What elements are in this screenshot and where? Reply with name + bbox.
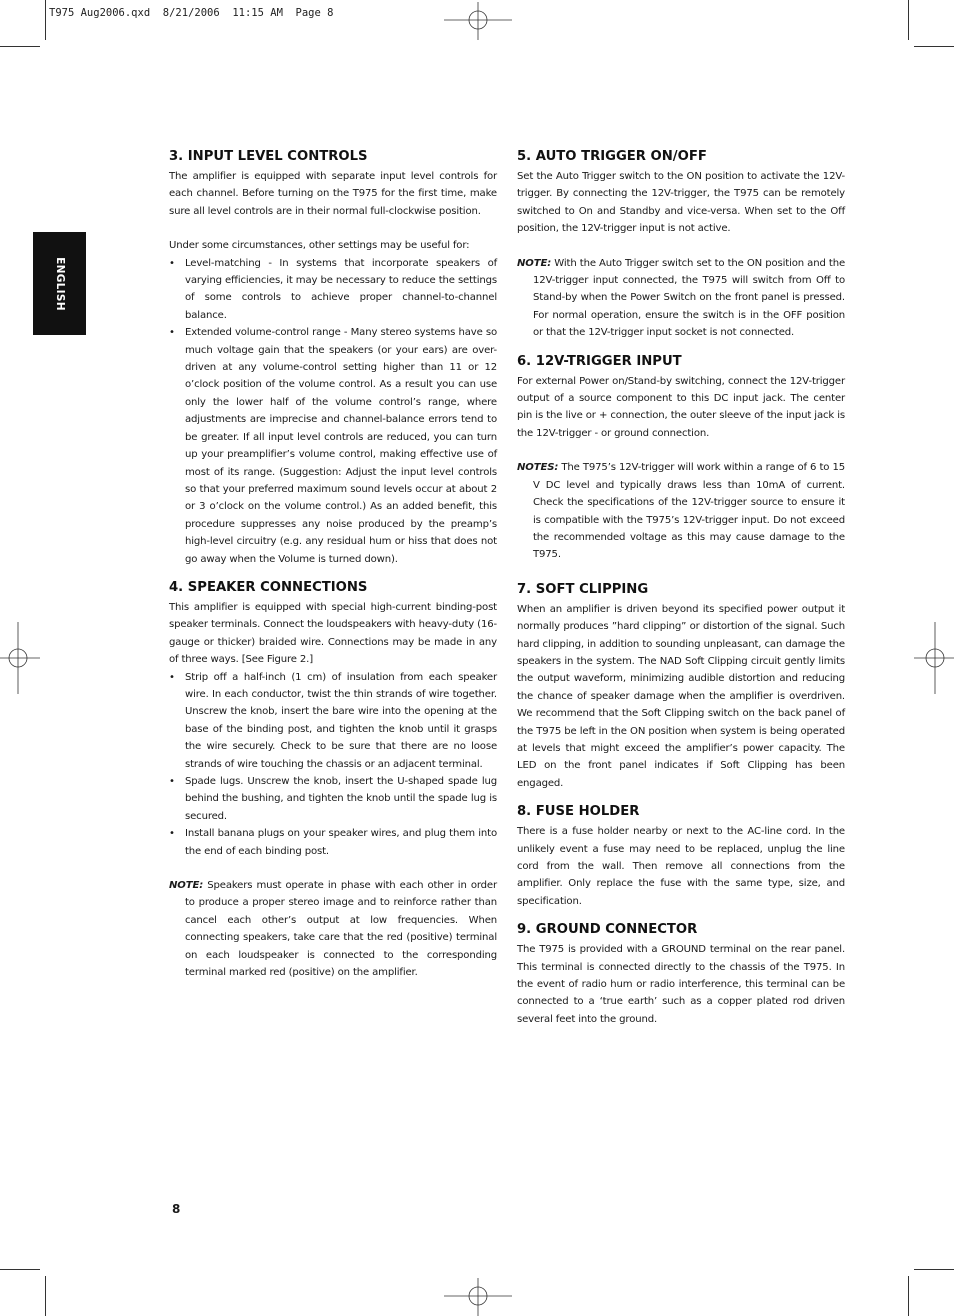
paragraph: The amplifier is equipped with separate input level controls for each channel. Before turning on the T975 for the first time, make sure all level controls are in their normal full-clockwise position. bbox=[169, 171, 497, 217]
registration-mark-top bbox=[444, 2, 512, 40]
list-item: • Spade lugs. Unscrew the knob, insert the U-shaped spade lug behind the bushing, and tighten the knob until the spade lug is secured. bbox=[169, 776, 497, 822]
list-item: • Level-matching - In systems that incorporate speakers of varying efficiencies, it may be necessary to reduce the settings of some controls to achieve proper channel-to-channel balance. bbox=[169, 257, 497, 321]
list-item: • Strip off a half-inch (1 cm) of insulation from each speaker wire. In each conductor, twist the thin strands of wire together. Unscrew the knob, insert the bare wire into the opening at the base of the binding post, and tighten the knob until it grasps the wire securely. Check to be sure that there are no loose strands of wire touching the chassis or an adjacent terminal. bbox=[169, 671, 497, 770]
crop-mark bbox=[0, 46, 40, 47]
language-tab bbox=[33, 232, 86, 335]
paragraph: This amplifier is equipped with special high-current binding-post speaker terminals. Connect the loudspeakers with heavy-duty (16-gauge or thicker) braided wire. Connections may be made in any of three ways. [See Figure 2.] bbox=[169, 601, 497, 666]
paragraph: When an amplifier is driven beyond its specified power output it normally produces ”hard clipping” or distortion of the signal. Such hard clipping, in addition to sounding unpleasant, can damage the speakers in the system. The NAD Soft Clipping circuit gently limits the output waveform, minimizing audible distortion and reducing the chance of speaker damage when the amplifier is overdriven. We recommend that the Soft Clipping switch on the back panel of the T975 be left in the ON position when system is being operated at levels that might exceed the amplifier’s power capacity. The LED on the front panel indicates if Soft Clipping has been engaged. bbox=[517, 603, 845, 789]
crop-mark bbox=[908, 1276, 909, 1316]
section-title-input-level: 3. INPUT LEVEL CONTROLS bbox=[169, 149, 368, 164]
crop-mark bbox=[45, 0, 46, 40]
crop-mark bbox=[914, 1269, 954, 1270]
crop-mark bbox=[914, 46, 954, 47]
list-item: • Install banana plugs on your speaker wires, and plug them into the end of each binding post. bbox=[169, 828, 497, 857]
registration-mark-left bbox=[0, 622, 40, 694]
section-title-ground-connector: 9. GROUND CONNECTOR bbox=[517, 922, 698, 938]
note-label: NOTE: bbox=[517, 257, 552, 269]
paragraph: Under some circumstances, other settings may be useful for: bbox=[169, 240, 470, 252]
section-title-speaker-connections: 4. SPEAKER CONNECTIONS bbox=[169, 579, 368, 595]
section-title-12v-trigger: 6. 12V-TRIGGER INPUT bbox=[517, 353, 682, 369]
bullet-list bbox=[169, 255, 497, 568]
registration-mark-right bbox=[914, 622, 954, 694]
crop-mark bbox=[0, 1269, 40, 1270]
paragraph: The T975 is provided with a GROUND terminal on the rear panel. This terminal is connected directly to the chassis of the T975. In the event of radio hum or radio interference, this terminal can be connected to a ‘true earth’ such as a copper plated rod driven several feet into the ground. bbox=[517, 944, 845, 1025]
crop-mark bbox=[908, 0, 909, 40]
section-title-soft-clipping: 7. SOFT CLIPPING bbox=[517, 581, 649, 597]
note: NOTE: With the Auto Trigger switch set to the ON position and the 12V-trigger input connected, the T975 will switch from Off to Stand-by when the Power Switch on the front panel is pressed. For normal operation, ensure the switch is in the OFF position or that the 12V-trigger input socket is not connected. bbox=[517, 257, 845, 339]
paragraph: For external Power on/Stand-by switching, connect the 12V-trigger output of a source component to this DC input jack. The center pin is the live or + connection, the outer sleeve of the input jack is the 12V-trigger - or ground connection. bbox=[517, 375, 845, 439]
page-number: 8 bbox=[172, 1202, 181, 1216]
right-column bbox=[517, 148, 845, 1028]
note: NOTE: Speakers must operate in phase with each other in order to produce a proper stereo image and to reinforce rather than cancel each other’s output at low frequencies. When connecting speakers, take care that the red (positive) terminal on each loudspeaker is connected to the corresponding terminal marked red (positive) on the amplifier. bbox=[169, 880, 497, 979]
note-label: NOTE: bbox=[169, 880, 204, 892]
note-label: NOTES: bbox=[517, 462, 559, 474]
paragraph: There is a fuse holder nearby or next to the AC-line cord. In the unlikely event a fuse may need to be replaced, unplug the line cord from the wall. Then remove all connections from the amplifier. Only replace the fuse with the same type, size, and specification. bbox=[517, 826, 845, 907]
paragraph: Set the Auto Trigger switch to the ON position to activate the 12V-trigger. By connecting the 12V-trigger, the T975 can be remotely switched to On and Standby and vice-versa. When set to the Off position, the 12V-trigger input is not active. bbox=[517, 171, 845, 235]
section-title-auto-trigger: 5. AUTO TRIGGER ON/OFF bbox=[517, 149, 707, 164]
note: NOTES: The T975’s 12V-trigger will work within a range of 6 to 15 V DC level and typically draws less than 10mA of current. Check the specifications of the 12V-trigger source to ensure it is compatible with the T975’s 12V-trigger input. Do not exceed the recommended voltage as this may cause damage to the T975. bbox=[517, 462, 845, 561]
crop-mark bbox=[45, 1276, 46, 1316]
bullet-list bbox=[169, 669, 497, 860]
left-column bbox=[169, 148, 497, 981]
list-item: • Extended volume-control range - Many stereo systems have so much voltage gain that the speakers (or your ears) are over-driven at any volume-control setting higher than 11 or 12 o’clock position of the volume control. As a result you can use only the lower half of the volume control’s range, where adjustments are imprecise and channel-balance errors tend to be greater. If all input level controls are reduced, you can turn up your preamplifier’s volume control, making effective use of most of its range. (Suggestion: Adjust the input level controls so that your preferred maximum sound levels occur at about 2 or 3 o’clock on the volume control.) As an added benefit, this procedure suppresses any noise produced by the preamp’s high-level circuitry (e.g. any residual hum or hiss that does not go away when the Volume is turned down). bbox=[169, 327, 497, 565]
print-slug: T975 Aug2006.qxd 8/21/2006 11:15 AM Page 8 bbox=[49, 7, 334, 19]
registration-mark-bottom bbox=[444, 1278, 512, 1316]
language-tab-label: ENGLISH bbox=[53, 256, 66, 311]
section-title-fuse-holder: 8. FUSE HOLDER bbox=[517, 804, 640, 820]
